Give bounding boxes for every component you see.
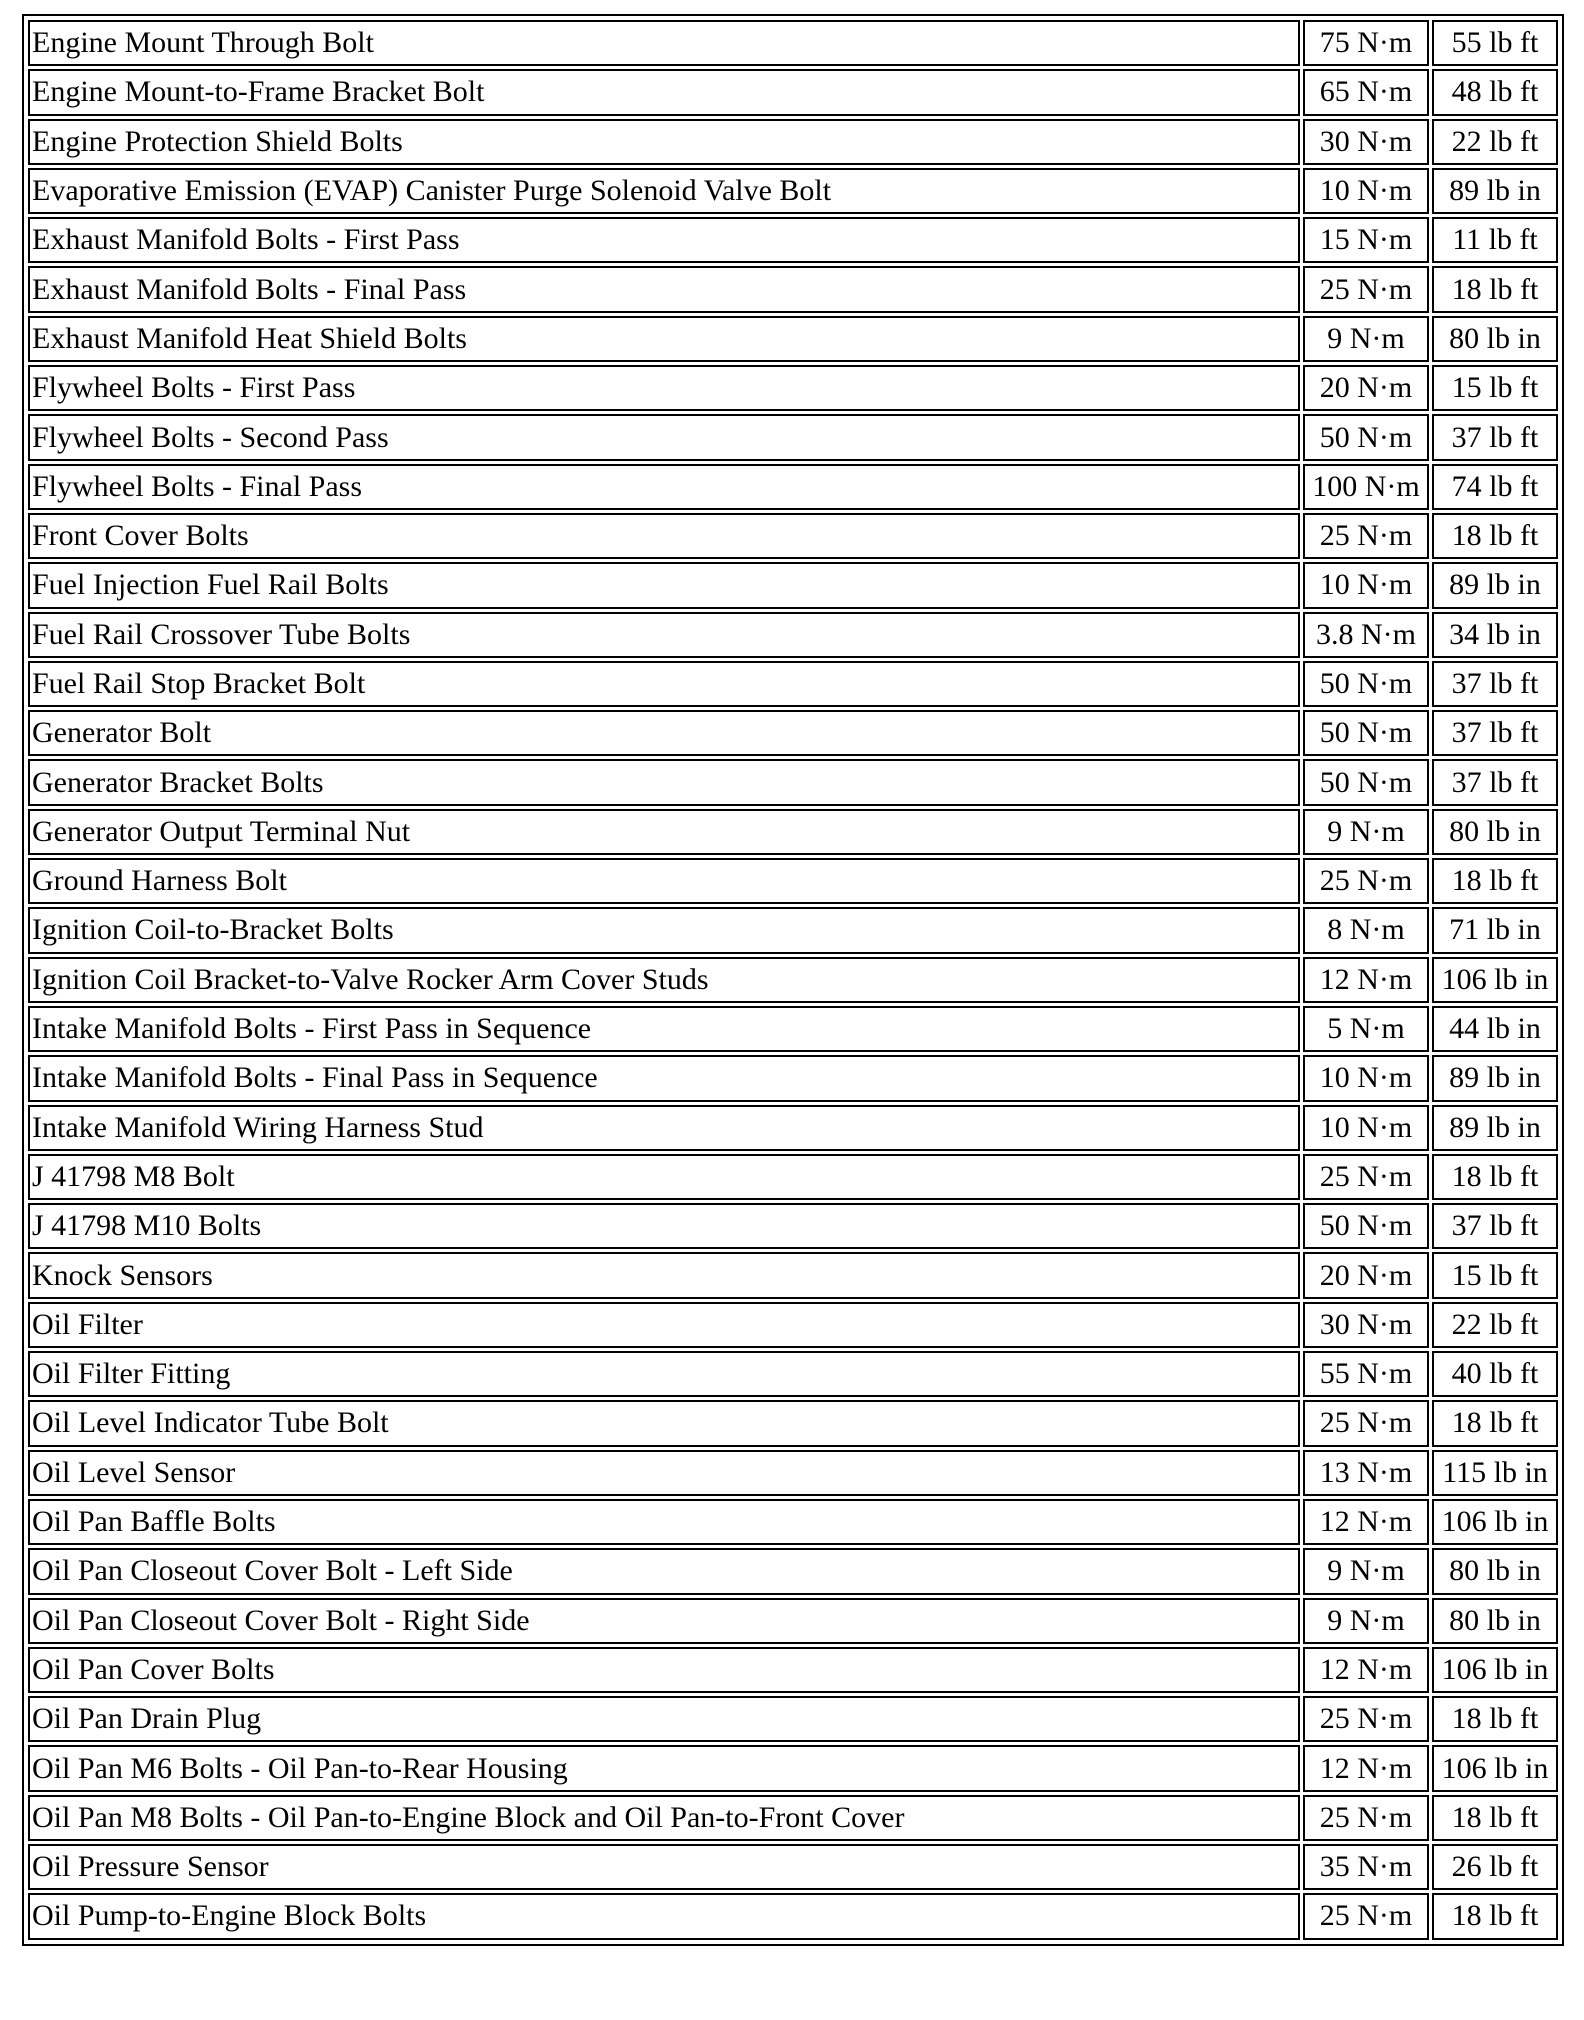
metric-torque-cell: 25 N·m <box>1303 513 1429 559</box>
english-torque-cell: 18 lb ft <box>1432 1893 1558 1939</box>
table-row <box>28 168 1558 214</box>
metric-torque-cell: 25 N·m <box>1303 1400 1429 1446</box>
table-row <box>28 759 1558 805</box>
fastener-description-cell: Exhaust Manifold Heat Shield Bolts <box>28 316 1300 362</box>
english-torque-cell: 26 lb ft <box>1432 1844 1558 1890</box>
english-torque-cell: 15 lb ft <box>1432 365 1558 411</box>
table-row <box>28 1006 1558 1052</box>
table-row <box>28 1105 1558 1151</box>
english-torque-cell: 44 lb in <box>1432 1006 1558 1052</box>
english-torque-cell: 37 lb ft <box>1432 1203 1558 1249</box>
table-row <box>28 1154 1558 1200</box>
table-row <box>28 1548 1558 1594</box>
table-row <box>28 661 1558 707</box>
table-row <box>28 1450 1558 1496</box>
english-torque-cell: 18 lb ft <box>1432 513 1558 559</box>
english-torque-cell: 18 lb ft <box>1432 858 1558 904</box>
table-row <box>28 612 1558 658</box>
english-torque-cell: 89 lb in <box>1432 168 1558 214</box>
fastener-description-cell: Engine Mount Through Bolt <box>28 20 1300 66</box>
table-row <box>28 414 1558 460</box>
table-row <box>28 907 1558 953</box>
table-row <box>28 69 1558 115</box>
metric-torque-cell: 25 N·m <box>1303 1696 1429 1742</box>
fastener-description-cell: Oil Filter Fitting <box>28 1351 1300 1397</box>
english-torque-cell: 55 lb ft <box>1432 20 1558 66</box>
metric-torque-cell: 50 N·m <box>1303 759 1429 805</box>
english-torque-cell: 80 lb in <box>1432 1548 1558 1594</box>
metric-torque-cell: 25 N·m <box>1303 266 1429 312</box>
english-torque-cell: 18 lb ft <box>1432 1696 1558 1742</box>
english-torque-cell: 18 lb ft <box>1432 1154 1558 1200</box>
table-row <box>28 1893 1558 1939</box>
fastener-description-cell: Fuel Rail Stop Bracket Bolt <box>28 661 1300 707</box>
fastener-description-cell: Engine Protection Shield Bolts <box>28 119 1300 165</box>
english-torque-cell: 48 lb ft <box>1432 69 1558 115</box>
metric-torque-cell: 25 N·m <box>1303 1893 1429 1939</box>
metric-torque-cell: 9 N·m <box>1303 809 1429 855</box>
fastener-description-cell: Engine Mount-to-Frame Bracket Bolt <box>28 69 1300 115</box>
fastener-description-cell: Intake Manifold Bolts - Final Pass in Sequence <box>28 1055 1300 1101</box>
table-row <box>28 858 1558 904</box>
table-row <box>28 513 1558 559</box>
metric-torque-cell: 9 N·m <box>1303 1598 1429 1644</box>
metric-torque-cell: 30 N·m <box>1303 1302 1429 1348</box>
metric-torque-cell: 9 N·m <box>1303 316 1429 362</box>
english-torque-cell: 34 lb in <box>1432 612 1558 658</box>
metric-torque-cell: 100 N·m <box>1303 464 1429 510</box>
english-torque-cell: 89 lb in <box>1432 562 1558 608</box>
table-row <box>28 957 1558 1003</box>
english-torque-cell: 106 lb in <box>1432 1499 1558 1545</box>
english-torque-cell: 40 lb ft <box>1432 1351 1558 1397</box>
metric-torque-cell: 50 N·m <box>1303 1203 1429 1249</box>
english-torque-cell: 106 lb in <box>1432 957 1558 1003</box>
table-row <box>28 562 1558 608</box>
metric-torque-cell: 35 N·m <box>1303 1844 1429 1890</box>
metric-torque-cell: 25 N·m <box>1303 1795 1429 1841</box>
fastener-description-cell: Oil Pan M6 Bolts - Oil Pan-to-Rear Housing <box>28 1745 1300 1791</box>
metric-torque-cell: 12 N·m <box>1303 957 1429 1003</box>
torque-spec-table-body <box>28 20 1558 1940</box>
fastener-description-cell: Exhaust Manifold Bolts - First Pass <box>28 217 1300 263</box>
torque-spec-table-frame <box>22 14 1564 1946</box>
fastener-description-cell: Oil Filter <box>28 1302 1300 1348</box>
fastener-description-cell: Knock Sensors <box>28 1252 1300 1298</box>
fastener-description-cell: Generator Bolt <box>28 710 1300 756</box>
table-row <box>28 809 1558 855</box>
metric-torque-cell: 3.8 N·m <box>1303 612 1429 658</box>
table-row <box>28 1844 1558 1890</box>
fastener-description-cell: Front Cover Bolts <box>28 513 1300 559</box>
metric-torque-cell: 10 N·m <box>1303 562 1429 608</box>
fastener-description-cell: Evaporative Emission (EVAP) Canister Purge Solenoid Valve Bolt <box>28 168 1300 214</box>
table-row <box>28 1302 1558 1348</box>
english-torque-cell: 22 lb ft <box>1432 119 1558 165</box>
english-torque-cell: 37 lb ft <box>1432 661 1558 707</box>
english-torque-cell: 80 lb in <box>1432 316 1558 362</box>
fastener-description-cell: J 41798 M10 Bolts <box>28 1203 1300 1249</box>
table-row <box>28 464 1558 510</box>
fastener-description-cell: Oil Pan Drain Plug <box>28 1696 1300 1742</box>
fastener-description-cell: Oil Pump-to-Engine Block Bolts <box>28 1893 1300 1939</box>
metric-torque-cell: 25 N·m <box>1303 858 1429 904</box>
metric-torque-cell: 5 N·m <box>1303 1006 1429 1052</box>
english-torque-cell: 74 lb ft <box>1432 464 1558 510</box>
english-torque-cell: 89 lb in <box>1432 1055 1558 1101</box>
english-torque-cell: 106 lb in <box>1432 1745 1558 1791</box>
metric-torque-cell: 8 N·m <box>1303 907 1429 953</box>
fastener-description-cell: Generator Bracket Bolts <box>28 759 1300 805</box>
fastener-description-cell: Oil Pan Closeout Cover Bolt - Right Side <box>28 1598 1300 1644</box>
table-row <box>28 365 1558 411</box>
metric-torque-cell: 50 N·m <box>1303 661 1429 707</box>
fastener-description-cell: Oil Pressure Sensor <box>28 1844 1300 1890</box>
fastener-description-cell: Flywheel Bolts - Final Pass <box>28 464 1300 510</box>
fastener-description-cell: Flywheel Bolts - Second Pass <box>28 414 1300 460</box>
english-torque-cell: 37 lb ft <box>1432 710 1558 756</box>
metric-torque-cell: 13 N·m <box>1303 1450 1429 1496</box>
table-row <box>28 1203 1558 1249</box>
table-row <box>28 1499 1558 1545</box>
fastener-description-cell: Fuel Injection Fuel Rail Bolts <box>28 562 1300 608</box>
table-row <box>28 266 1558 312</box>
metric-torque-cell: 10 N·m <box>1303 168 1429 214</box>
table-row <box>28 1351 1558 1397</box>
table-row <box>28 316 1558 362</box>
english-torque-cell: 80 lb in <box>1432 1598 1558 1644</box>
fastener-description-cell: Exhaust Manifold Bolts - Final Pass <box>28 266 1300 312</box>
fastener-description-cell: Fuel Rail Crossover Tube Bolts <box>28 612 1300 658</box>
metric-torque-cell: 10 N·m <box>1303 1055 1429 1101</box>
table-row <box>28 119 1558 165</box>
fastener-description-cell: Oil Pan Baffle Bolts <box>28 1499 1300 1545</box>
fastener-description-cell: Generator Output Terminal Nut <box>28 809 1300 855</box>
table-row <box>28 1598 1558 1644</box>
fastener-description-cell: Ignition Coil Bracket-to-Valve Rocker Arm Cover Studs <box>28 957 1300 1003</box>
metric-torque-cell: 55 N·m <box>1303 1351 1429 1397</box>
fastener-description-cell: Ground Harness Bolt <box>28 858 1300 904</box>
english-torque-cell: 22 lb ft <box>1432 1302 1558 1348</box>
torque-spec-table <box>25 17 1561 1943</box>
fastener-description-cell: Ignition Coil-to-Bracket Bolts <box>28 907 1300 953</box>
english-torque-cell: 15 lb ft <box>1432 1252 1558 1298</box>
english-torque-cell: 115 lb in <box>1432 1450 1558 1496</box>
table-row <box>28 1745 1558 1791</box>
english-torque-cell: 71 lb in <box>1432 907 1558 953</box>
table-row <box>28 1795 1558 1841</box>
fastener-description-cell: Intake Manifold Bolts - First Pass in Sequence <box>28 1006 1300 1052</box>
english-torque-cell: 80 lb in <box>1432 809 1558 855</box>
table-row <box>28 710 1558 756</box>
metric-torque-cell: 9 N·m <box>1303 1548 1429 1594</box>
english-torque-cell: 37 lb ft <box>1432 414 1558 460</box>
metric-torque-cell: 65 N·m <box>1303 69 1429 115</box>
metric-torque-cell: 50 N·m <box>1303 710 1429 756</box>
metric-torque-cell: 30 N·m <box>1303 119 1429 165</box>
table-row <box>28 1055 1558 1101</box>
fastener-description-cell: J 41798 M8 Bolt <box>28 1154 1300 1200</box>
fastener-description-cell: Flywheel Bolts - First Pass <box>28 365 1300 411</box>
table-row <box>28 1400 1558 1446</box>
metric-torque-cell: 20 N·m <box>1303 1252 1429 1298</box>
fastener-description-cell: Oil Level Sensor <box>28 1450 1300 1496</box>
english-torque-cell: 18 lb ft <box>1432 266 1558 312</box>
metric-torque-cell: 12 N·m <box>1303 1499 1429 1545</box>
table-row <box>28 217 1558 263</box>
table-row <box>28 1252 1558 1298</box>
fastener-description-cell: Oil Pan Cover Bolts <box>28 1647 1300 1693</box>
fastener-description-cell: Intake Manifold Wiring Harness Stud <box>28 1105 1300 1151</box>
english-torque-cell: 18 lb ft <box>1432 1400 1558 1446</box>
metric-torque-cell: 12 N·m <box>1303 1647 1429 1693</box>
fastener-description-cell: Oil Level Indicator Tube Bolt <box>28 1400 1300 1446</box>
metric-torque-cell: 50 N·m <box>1303 414 1429 460</box>
english-torque-cell: 11 lb ft <box>1432 217 1558 263</box>
metric-torque-cell: 75 N·m <box>1303 20 1429 66</box>
metric-torque-cell: 12 N·m <box>1303 1745 1429 1791</box>
metric-torque-cell: 20 N·m <box>1303 365 1429 411</box>
english-torque-cell: 18 lb ft <box>1432 1795 1558 1841</box>
english-torque-cell: 106 lb in <box>1432 1647 1558 1693</box>
metric-torque-cell: 15 N·m <box>1303 217 1429 263</box>
fastener-description-cell: Oil Pan M8 Bolts - Oil Pan-to-Engine Block and Oil Pan-to-Front Cover <box>28 1795 1300 1841</box>
english-torque-cell: 89 lb in <box>1432 1105 1558 1151</box>
table-row <box>28 1696 1558 1742</box>
table-row <box>28 1647 1558 1693</box>
table-row <box>28 20 1558 66</box>
english-torque-cell: 37 lb ft <box>1432 759 1558 805</box>
fastener-description-cell: Oil Pan Closeout Cover Bolt - Left Side <box>28 1548 1300 1594</box>
metric-torque-cell: 10 N·m <box>1303 1105 1429 1151</box>
metric-torque-cell: 25 N·m <box>1303 1154 1429 1200</box>
